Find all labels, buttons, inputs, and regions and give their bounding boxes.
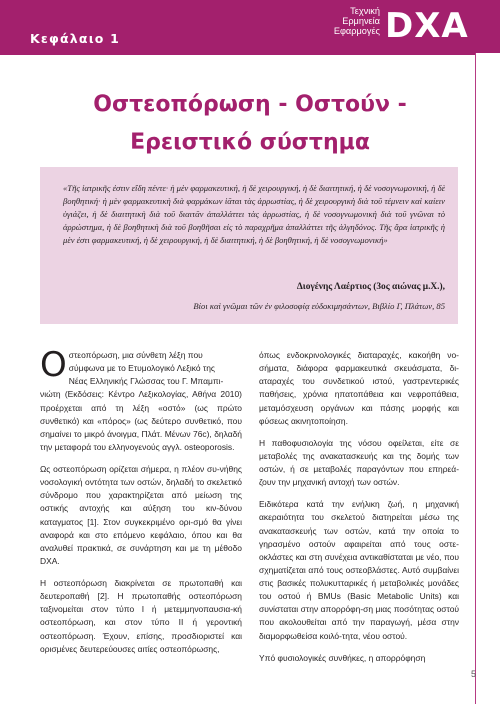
quote-source: Βίοι καὶ γνῶμαι τῶν ἐν φιλοσοφίᾳ εὐδοκιμησάντων, Βιβλίο Γ, Πλάτων, 85 <box>193 301 445 311</box>
quote-author: Διογένης Λαέρτιος (3ος αιώνας μ.Χ.), <box>296 282 445 292</box>
brand-logo: DXA <box>385 6 469 46</box>
margin-rule <box>475 53 476 704</box>
title-line: Οστεοπόρωση - Οστούν - <box>93 92 407 117</box>
paragraph-text: νιώτη (Εκδόσεις: Κέντρο Λεξικολογίας, Αθήνα 2010) προέρχεται από τη λέξη «οστό» (ως πρώτο συνθετικό) και «πόρος» (ως δεύτερο συνθετικό, που σημαίνει το μικρό άνοιγμα, Πλάτ. Μένων 76c), δηλαδή την μεταφορά του ελληνογενούς αγγλ. osteoporosis. <box>40 389 242 452</box>
paragraph-line: σύμφωνα με το Ετυμολογικό Λεξικό της <box>68 363 215 374</box>
header-rule <box>0 53 475 55</box>
quote-text: «Τῆς ἰατρικῆς ἐστιν εἴδη πέντε· ἡ μὲν φαρμακευτική, ἡ δὲ χειρουργική, ἡ δὲ διαιτητική, ἡ δὲ νοσογνωμονική, ἡ δὲ βοηθητική· ἡ μὲν φαρμακευτικὴ διὰ φαρμάκων ἰᾶται τὰς ἀρρωστίας, ἡ δὲ χειρουργικὴ διὰ τοῦ τέμνειν καὶ καίειν ὑγιάζει, ἡ δὲ διαιτητικὴ διὰ τοῦ διαιτᾶν ἀπαλλάττει τὰς ἀρρωστίας, ἡ δὲ νοσογνωμονικὴ διὰ τοῦ γνῶναι τὸ ἀρρώστημα, ἡ δὲ βοηθητικὴ διὰ τοῦ βοηθῆσαι εἰς τὸ παραχρῆμα ἀπαλλάττει τῆς ἀλγηδόνος. Τῆς ἄρα ἰατρικῆς ἡ μὲν ἐστι φαρμακευτική, ἡ δὲ χειρουργική, ἡ δὲ διαιτητική, ἡ δὲ βοηθητική, ἡ δὲ νοσογνωμονική» <box>63 183 445 246</box>
page-number: 5 <box>471 669 477 679</box>
brand-subtitle <box>318 6 380 37</box>
paragraph: Ειδικότερα κατά την ενήλικη ζωή, η μηχανική ακεραιότητα του σκελετού διατηρείται μέσω της ανακατασκευής των οστών, κατά την οποία το γηρασμένο οστούν αφαιρείται από τους οστε-οκλάστες και στη συνέχεια αντικαθίσταται με νέο, που σχηματίζεται από τους οστεοβλάστες. Αυτό συμβαίνει στις βασικές πολυκυτταρικές ή μεταβολικές μονάδες του οστού ή BMUs (Basic Metabolic Units) και συνίσταται στην απορρόφη-ση μιας ποσότητας οστού που ακολουθείται από την παραγωγή, μέσα στην διαμορφωθείσα κοιλό-τητα, νέου οστού. <box>259 499 459 641</box>
brand-subtitle-line: Εφαρμογές <box>333 26 380 37</box>
page-title <box>40 86 460 162</box>
paragraph <box>40 345 242 454</box>
paragraph: Η οστεοπόρωση διακρίνεται σε πρωτοπαθή και δευτεροπαθή [2]. Η πρωτοπαθής οστεοπόρωση ταξινομείται στον τύπο Ι ή μετεμμηνοπαυσια-κή οστεοπόρωση, και στον τύπο ΙΙ ή γεροντική οστεοπόρωση. Έχουν, επίσης, προσδιοριστεί και ορισμένες δευτερεύουσες αιτίες οστεοπόρωσης, <box>40 578 242 654</box>
paragraph-line: Νέας Ελληνικής Γλώσσας του Γ. Μπαμπι- <box>68 376 224 387</box>
right-column <box>259 349 459 674</box>
paragraph: Η παθοφυσιολογία της νόσου οφείλεται, είτε σε μεταβολές της ανακατασκευής και της δομής των οστών, ή σε μεταβολές παραγόντων που επηρεά-ζουν την μηχανική αντοχή των οστών. <box>259 437 459 488</box>
left-column <box>40 345 242 665</box>
paragraph: Υπό φυσιολογικές συνθήκες, η απορρόφηση <box>259 652 426 663</box>
paragraph: όπως ενδοκρινολογικές διαταραχές, κακοήθη νο-σήματα, διάφορα φαρμακευτικά σκευάσματα, δι-αταραχές του συνδετικού ιστού, γαστρεντερικές παθήσεις, χρόνια ηπατοπάθεια και νεφροπάθεια, μεταμόσχευση οργάνων και πάσης μορφής και φύσεως ακινητοποίηση. <box>259 350 459 426</box>
chapter-label: Κεφάλαιο 1 <box>30 31 121 46</box>
paragraph-line: στεοπόρωση, μια σύνθετη λέξη που <box>68 350 203 360</box>
brand-subtitle-line: Τεχνική <box>350 6 380 16</box>
drop-cap: Ο <box>40 345 67 385</box>
paragraph: Ως οστεοπόρωση ορίζεται σήμερα, η πλέον συ-νήθης νοσολογική οντότητα των οστών, δηλαδή το σκελετικό σύνδρομο που χαρακτηρίζεται από μείωση της οστικής αντοχής και αύξηση του κιν-δύνου καταγματος [1]. Στον συγκεκριμένο ορι-σμό θα γίνει αναφορά και στο επόμενο κεφάλαιο, όπου και θα αναλυθεί πρακτικά, σε συνάρτηση και με τη μέθοδο DXA. <box>40 464 242 566</box>
brand-subtitle-line: Ερμηνεία <box>342 16 380 27</box>
title-line: Ερειστικό σύστημα <box>130 130 370 155</box>
